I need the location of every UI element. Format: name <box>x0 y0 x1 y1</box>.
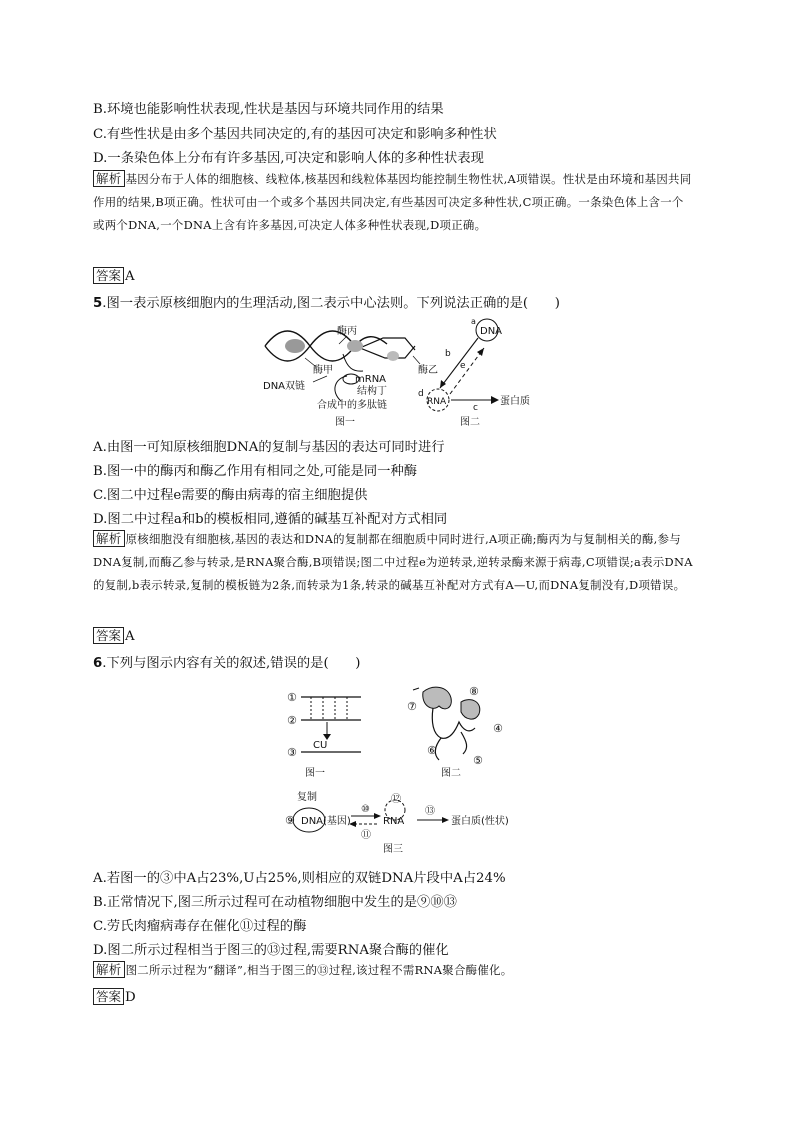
q5-fig1-caption: 图一 <box>335 417 355 428</box>
q5-number: 5 <box>93 296 103 311</box>
q6-number: 6 <box>93 656 103 671</box>
q6-fig1-n3: ③ <box>287 746 297 759</box>
q6-fig2-diagram <box>413 687 480 760</box>
q6-fig1-diagram <box>301 697 361 752</box>
q5-option-b: B.图一中的酶丙和酶乙作用有相同之处,可能是同一种酶 <box>93 464 418 479</box>
q6-explanation <box>93 959 693 982</box>
q5-fig2-protein: 蛋白质 <box>500 396 530 407</box>
q6-answer <box>93 988 734 1005</box>
answer-tag: 答案 <box>93 627 124 644</box>
answer-tag: 答案 <box>93 267 124 284</box>
q5-fig1-enzyme-b: 酶乙 <box>418 365 438 376</box>
explain-text: 基因分布于人体的细胞核、线粒体,核基因和线粒体基因均能控制生物性状,A项错误。性状是由环境和基因共同作用的结果,B项正确。性状可由一个或多个基因共同决定,有些基因可决定多种性状,C项正确。一条染色体上含一个或两个DNA,一个DNA上含有许多基因,可决定人体多种性状表现,D项正确。 <box>93 172 692 232</box>
q5-stem <box>93 292 734 311</box>
explain-tag: 解析 <box>93 530 125 547</box>
q6-fig2-n8: ⑧ <box>469 685 479 698</box>
q5-fig2-dna: DNA <box>480 326 503 337</box>
q6-fig3-protein: 蛋白质(性状) <box>451 816 509 827</box>
q6-fig3-replicate: 复制 <box>297 792 317 803</box>
q5-fig2-caption: 图二 <box>460 417 480 428</box>
q6-stem <box>93 652 734 671</box>
q5-option-d: D.图二中过程a和b的模板相同,遵循的碱基互补配对方式相同 <box>93 512 448 527</box>
q6-option-b: B.正常情况下,图三所示过程可在动植物细胞中发生的是⑨⑩⑬ <box>93 895 457 910</box>
q6-fig2-n5: ⑤ <box>473 754 483 767</box>
q5-fig1-enzyme-a: 酶甲 <box>313 365 333 376</box>
q6-fig1-cu: CU <box>313 740 328 751</box>
q6-fig3-n9: ⑨ <box>285 814 295 827</box>
explain-text: 图二所示过程为“翻译”,相当于图三的⑬过程,该过程不需RNA聚合酶催化。 <box>125 963 513 977</box>
explain-tag: 解析 <box>93 961 125 978</box>
q5-fig1-mrna: mRNA <box>355 374 387 385</box>
q5-fig2-d: d <box>418 389 424 399</box>
q6-option-a: A.若图一的③中A占23%,U占25%,则相应的双链DNA片段中A占24% <box>93 871 506 886</box>
prev-explanation <box>93 168 693 237</box>
q6-fig3-n10: ⑩ <box>361 804 370 815</box>
q5-fig2-rna: RNA <box>427 397 447 407</box>
q6-fig3-rna: RNA <box>383 816 405 827</box>
explain-text: 原核细胞没有细胞核,基因的表达和DNA的复制都在细胞质中同时进行,A项正确;酶丙为与复制相关的酶,参与DNA复制,而酶乙参与转录,是RNA聚合酶,B项错误;图二中过程e为逆转录,逆转录酶来源于病毒,C项错误;a表示DNA的复制,b表示转录,复制的模板链为2条,而转录为1条,转录的碱基互补配对方式有A—U,而DNA复制没有,D项错误。 <box>93 532 693 592</box>
answer-value: A <box>125 629 135 644</box>
q6-fig2-n7: ⑦ <box>407 700 417 713</box>
q5-figures <box>255 316 545 428</box>
q5-fig2-b: b <box>445 349 451 359</box>
q5-fig2-e: e <box>460 361 466 371</box>
q6-fig1-caption: 图一 <box>305 768 325 779</box>
answer-value: A <box>125 269 135 284</box>
q6-fig1-n2: ② <box>287 714 297 727</box>
q5-fig1-peptide: 合成中的多肽链 <box>317 400 387 411</box>
q6-fig3-n12: ⑫ <box>391 794 401 805</box>
q5-explanation <box>93 528 693 597</box>
q6-fig1-n1: ① <box>287 691 297 704</box>
q6-fig3-dna: DNA(基因) <box>301 816 351 827</box>
q6-figures <box>283 682 523 858</box>
q5-fig1-struct-d: 结构丁 <box>357 386 387 397</box>
q6-fig2-caption: 图二 <box>441 768 461 779</box>
q6-fig3-caption: 图三 <box>383 844 403 855</box>
q5-fig1-enzyme-c: 酶丙 <box>337 326 357 337</box>
q5-option-a: A.由图一可知原核细胞DNA的复制与基因的表达可同时进行 <box>93 440 445 455</box>
q6-option-d: D.图二所示过程相当于图三的⑬过程,需要RNA聚合酶的催化 <box>93 943 449 958</box>
q6-option-c: C.劳氏肉瘤病毒存在催化⑪过程的酶 <box>93 919 307 934</box>
prev-option-b: B.环境也能影响性状表现,性状是基因与环境共同作用的结果 <box>93 102 444 117</box>
q5-fig2-c: c <box>473 403 478 413</box>
q6-fig2-n4: ④ <box>493 722 503 735</box>
q6-fig3-n11: ⑪ <box>361 830 371 841</box>
q6-fig3-n13: ⑬ <box>425 806 435 817</box>
answer-value: D <box>125 990 136 1005</box>
explain-tag: 解析 <box>93 170 125 187</box>
q6-stem-text: .下列与图示内容有关的叙述,错误的是( ) <box>102 656 361 671</box>
prev-answer <box>93 267 734 284</box>
q5-fig1-dna: DNA双链 <box>263 381 306 392</box>
q5-stem-text: .图一表示原核细胞内的生理活动,图二表示中心法则。下列说法正确的是( ) <box>102 296 560 311</box>
prev-option-d: D.一条染色体上分布有许多基因,可决定和影响人体的多种性状表现 <box>93 151 484 166</box>
q5-answer <box>93 627 734 644</box>
q6-fig2-n6: ⑥ <box>427 744 437 757</box>
q5-fig2-a: a <box>471 317 476 326</box>
answer-tag: 答案 <box>93 988 124 1005</box>
q5-option-c: C.图二中过程e需要的酶由病毒的宿主细胞提供 <box>93 488 368 503</box>
prev-option-c: C.有些性状是由多个基因共同决定的,有的基因可决定和影响多种性状 <box>93 127 497 142</box>
